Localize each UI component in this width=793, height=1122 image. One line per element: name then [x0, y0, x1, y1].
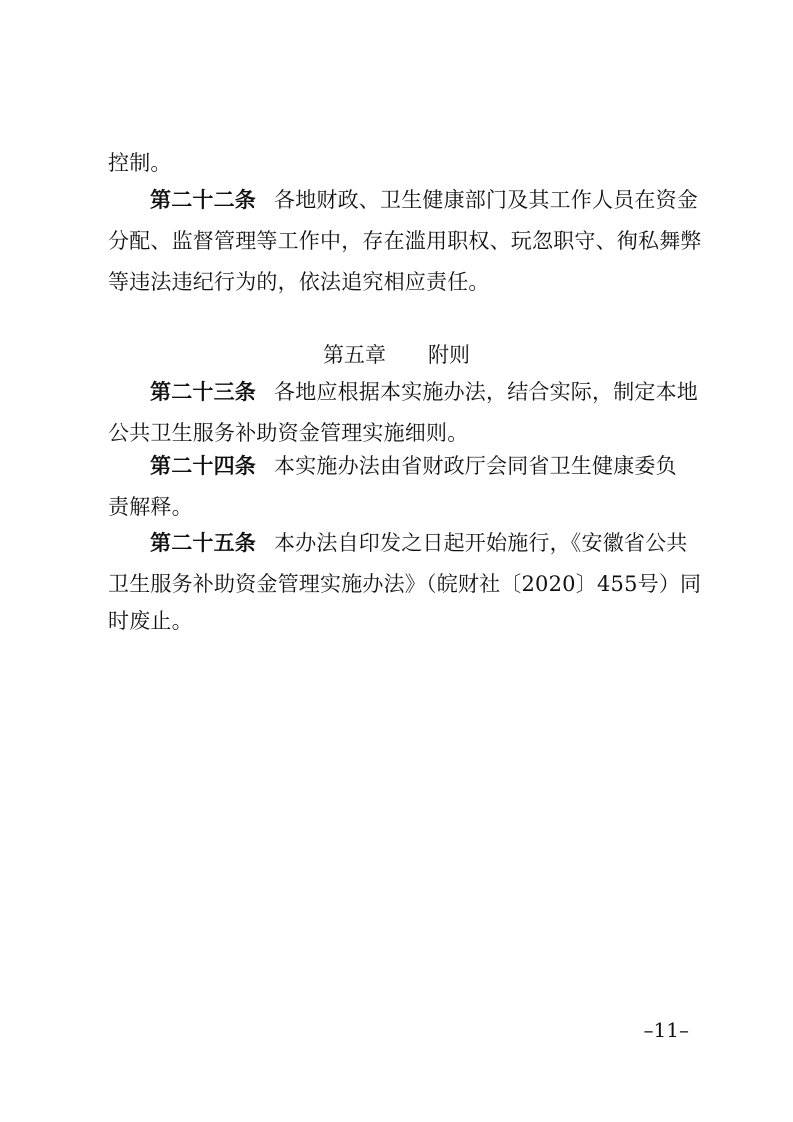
text-line: 时废止。 [108, 609, 193, 633]
article-text: 本办法自印发之日起开始施行，《安徽省公共 [274, 531, 688, 555]
article-text: 本实施办法由省财政厅会同省卫生健康委负 [274, 454, 677, 478]
article-number: 第二十三条 [150, 380, 256, 404]
article-text: 各地应根据本实施办法，结合实际，制定本地 [274, 380, 698, 404]
article-24-first-line [150, 451, 693, 481]
article-22-first-line [150, 185, 698, 215]
article-number: 第二十二条 [150, 188, 256, 212]
article-25-first-line [150, 528, 693, 558]
text-line: 控制。 [108, 151, 172, 175]
article-23-first-line [150, 377, 698, 407]
text-line: 分配、监督管理等工作中，存在滥用职权、玩忽职守、徇私舞弊 [108, 229, 702, 253]
article-number: 第二十五条 [150, 531, 256, 555]
chapter-heading: 第五章 附则 [323, 343, 470, 367]
article-number: 第二十四条 [150, 454, 256, 478]
text-line: 卫生服务补助资金管理实施办法》（皖财社〔2020〕455号）同 [108, 572, 702, 596]
text-line: 责解释。 [108, 495, 193, 519]
page-number: –11– [643, 1018, 689, 1042]
article-text: 各地财政、卫生健康部门及其工作人员在资金 [274, 188, 698, 212]
text-line: 公共卫生服务补助资金管理实施细则。 [108, 421, 469, 445]
text-line: 等违法违纪行为的，依法追究相应责任。 [108, 270, 490, 294]
